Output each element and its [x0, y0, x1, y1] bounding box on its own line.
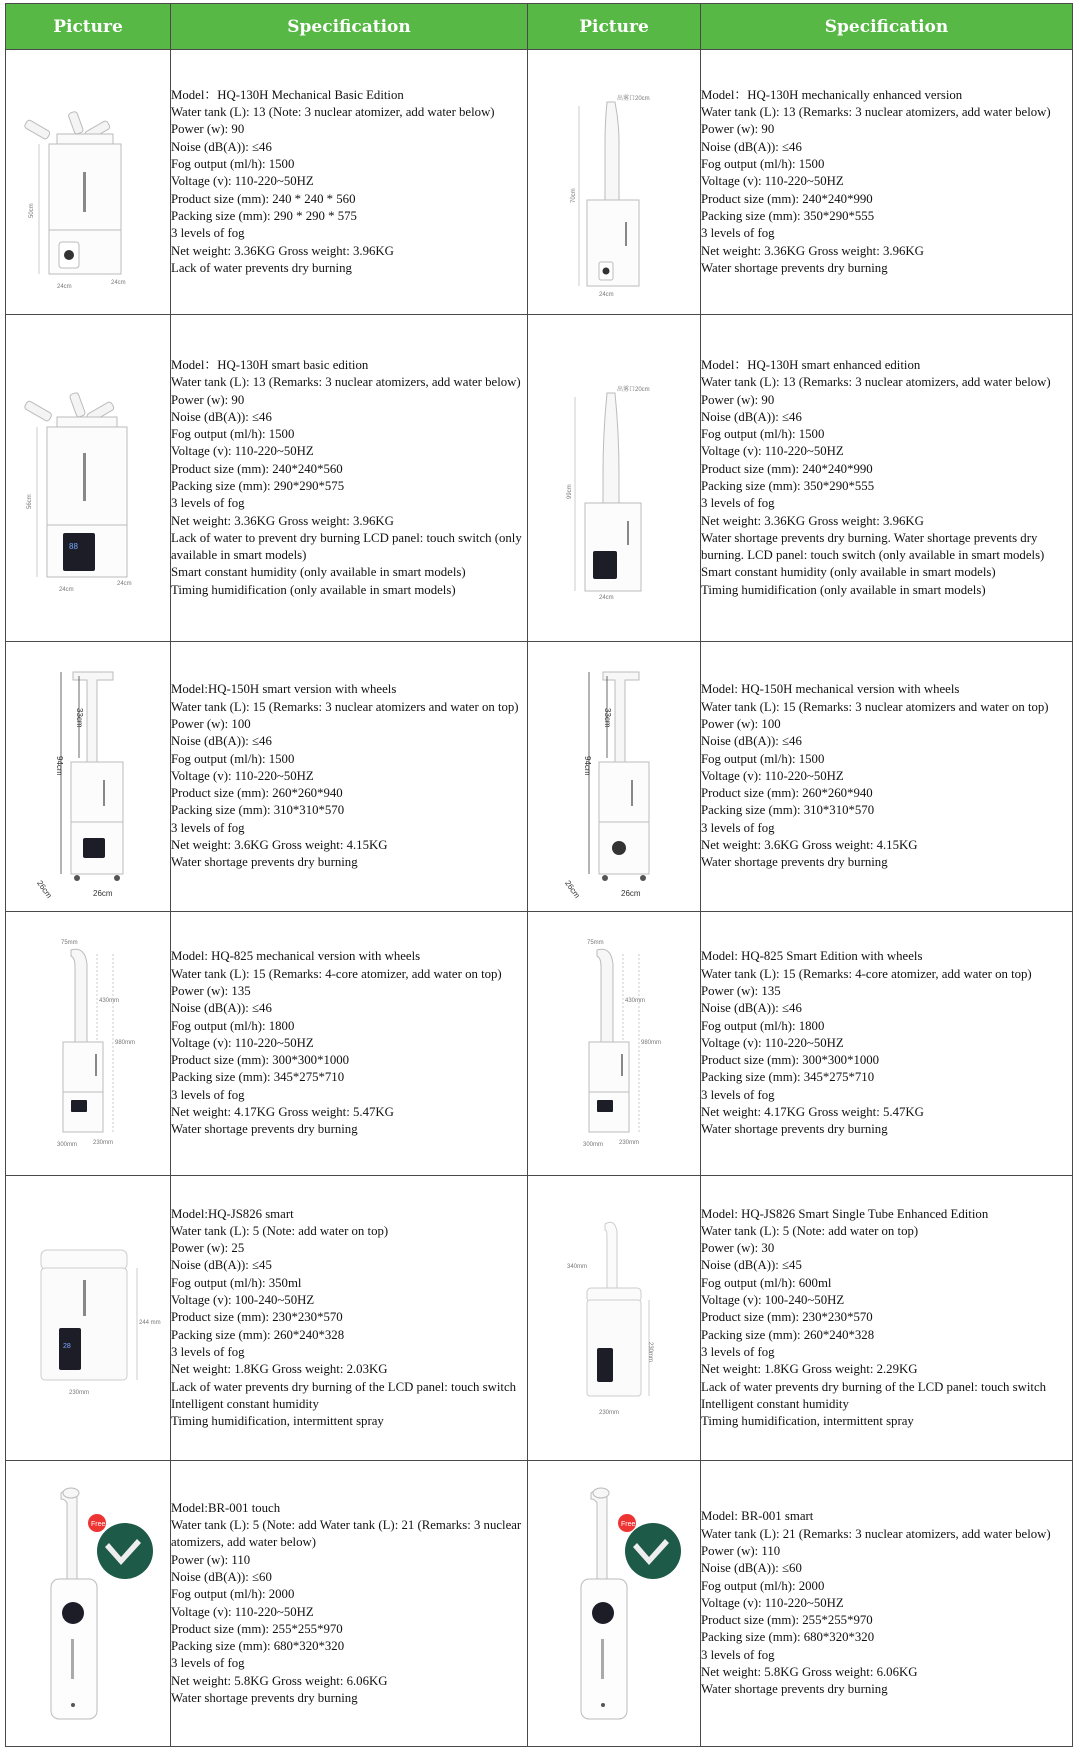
- spec-cell: [701, 912, 1073, 1176]
- spec-line: Power (w): 110: [701, 1543, 781, 1558]
- spec-line: Model: HQ-825 Smart Edition with wheels: [701, 949, 923, 964]
- spec-cell: [171, 50, 528, 315]
- spec-line: Noise (dB(A)): ≤45: [701, 1258, 802, 1273]
- spec-line: Packing size (mm): 350*290*555: [701, 208, 875, 223]
- spec-line: Model：HQ-130H Mechanical Basic Edition: [171, 87, 404, 102]
- spec-line: Lack of water prevents dry burning of the LCD panel: touch switch: [701, 1379, 1047, 1394]
- svg-text:88: 88: [69, 542, 78, 551]
- spec-cell: [171, 1176, 528, 1461]
- spec-line: Product size (mm): 240*240*560: [171, 461, 343, 476]
- spec-line: Water tank (L): 15 (Remarks: 4-core atomizer, add water on top): [701, 966, 1032, 981]
- spec-line: Water tank (L): 15 (Remarks: 3 nuclear atomizers and water on top): [701, 699, 1049, 714]
- spec-line: Noise (dB(A)): ≤46: [171, 734, 272, 749]
- spec-line: Voltage (v): 100-240~50HZ: [171, 1293, 315, 1308]
- spec-line: Water shortage prevents dry burning. Water shortage prevents dry burning. LCD panel: touch switch (only available in smart models): [701, 530, 1045, 563]
- humidifier-image: [13, 353, 163, 603]
- header-row: [6, 4, 1073, 50]
- product-picture: [6, 912, 171, 1176]
- spec-line: Net weight: 3.36KG Gross weight: 3.96KG: [171, 243, 394, 258]
- spec-line: Voltage (v): 110-220~50HZ: [171, 444, 314, 459]
- spec-line: 3 levels of fog: [171, 1656, 245, 1671]
- spec-cell: [701, 1176, 1073, 1461]
- spec-line: Water tank (L): 13 (Remarks: 3 nuclear atomizers, add water below): [701, 105, 1051, 120]
- spec-line: Noise (dB(A)): ≤60: [701, 1561, 802, 1576]
- spec-line: Packing size (mm): 345*275*710: [701, 1070, 875, 1085]
- spec-line: 3 levels of fog: [701, 1647, 775, 1662]
- spec-line: Water shortage prevents dry burning: [701, 260, 888, 275]
- dim-label: 24cm: [59, 587, 74, 593]
- dim-label: 26cm: [35, 878, 54, 900]
- dim-label: 94cm: [55, 755, 64, 776]
- product-picture: [6, 1461, 171, 1747]
- spec-line: Model:HQ-150H smart version with wheels: [171, 682, 397, 697]
- spec-line: Timing humidification (only available in smart models): [171, 582, 456, 597]
- spec-line: Model: HQ-JS826 Smart Single Tube Enhanced Edition: [701, 1206, 989, 1221]
- header-picture-2: Picture: [528, 4, 701, 50]
- product-picture: [528, 1461, 701, 1747]
- spec-line: Voltage (v): 110-220~50HZ: [171, 174, 314, 189]
- spec-line: Fog output (ml/h): 2000: [171, 1587, 295, 1602]
- dim-label: 230mm: [647, 1342, 653, 1363]
- spec-line: Net weight: 1.8KG Gross weight: 2.03KG: [171, 1362, 388, 1377]
- humidifier-image: [13, 1228, 163, 1408]
- spec-line: Power (w): 25: [171, 1241, 245, 1256]
- spec-line: Power (w): 135: [171, 983, 251, 998]
- svg-text:28: 28: [63, 1343, 71, 1350]
- spec-line: Fog output (ml/h): 1500: [171, 751, 295, 766]
- spec-line: Voltage (v): 110-220~50HZ: [171, 768, 314, 783]
- spec-line: Water shortage prevents dry burning: [171, 1690, 358, 1705]
- spec-line: 3 levels of fog: [701, 1344, 775, 1359]
- spec-line: Lack of water prevents dry burning of the LCD panel: touch switch: [171, 1379, 517, 1394]
- spec-line: Smart constant humidity (only available in smart models): [701, 565, 996, 580]
- humidifier-image: [539, 652, 689, 902]
- dim-label: 75mm: [61, 939, 78, 946]
- spec-line: Voltage (v): 110-220~50HZ: [171, 1604, 314, 1619]
- spec-line: Product size (mm): 255*255*970: [171, 1621, 343, 1636]
- spec-line: Packing size (mm): 680*320*320: [701, 1630, 875, 1645]
- spec-line: 3 levels of fog: [171, 1087, 245, 1102]
- dim-label: 244 mm: [139, 1320, 161, 1326]
- spec-line: Power (w): 135: [701, 983, 781, 998]
- spec-line: Fog output (ml/h): 600ml: [701, 1275, 832, 1290]
- spec-line: 3 levels of fog: [701, 820, 775, 835]
- dim-label: 230mm: [93, 1139, 114, 1146]
- spec-line: 3 levels of fog: [701, 1087, 775, 1102]
- product-picture: [528, 642, 701, 912]
- spec-line: Water shortage prevents dry burning: [171, 855, 358, 870]
- dim-label: 26cm: [621, 888, 641, 898]
- dim-label: 26cm: [93, 888, 113, 898]
- header-specification-2: Specification: [701, 4, 1073, 50]
- spec-line: Packing size (mm): 680*320*320: [171, 1639, 345, 1654]
- spec-line: Net weight: 4.17KG Gross weight: 5.47KG: [171, 1105, 394, 1120]
- dim-label: 340mm: [567, 1264, 588, 1270]
- product-picture: [528, 912, 701, 1176]
- dim-label: 99cm: [567, 484, 573, 499]
- spec-line: Packing size (mm): 310*310*570: [701, 803, 875, 818]
- spec-cell: [171, 1461, 528, 1747]
- spec-line: Noise (dB(A)): ≤46: [171, 139, 272, 154]
- dim-label: 300mm: [583, 1141, 604, 1148]
- spec-line: Power (w): 90: [701, 392, 775, 407]
- spec-line: Fog output (ml/h): 1800: [171, 1018, 295, 1033]
- spec-line: Timing humidification, intermittent spray: [171, 1414, 384, 1429]
- spec-line: Voltage (v): 110-220~50HZ: [701, 444, 844, 459]
- spec-line: 3 levels of fog: [701, 496, 775, 511]
- spec-line: Fog output (ml/h): 1500: [701, 157, 825, 172]
- spec-line: Packing size (mm): 350*290*555: [701, 479, 875, 493]
- product-picture: [6, 1176, 171, 1461]
- spec-table: [5, 3, 1073, 1747]
- spec-line: Water tank (L): 5 (Note: add water on top): [171, 1223, 389, 1238]
- spec-line: Noise (dB(A)): ≤45: [171, 1258, 272, 1273]
- spec-line: 3 levels of fog: [171, 1344, 245, 1359]
- dim-label: 出雾口20cm: [617, 96, 650, 102]
- dim-label: 33cm: [75, 707, 84, 728]
- spec-line: Water shortage prevents dry burning: [701, 855, 888, 870]
- spec-line: Power (w): 100: [701, 716, 781, 731]
- humidifier-image: [13, 924, 163, 1164]
- spec-line: Packing size (mm): 290*290*575: [171, 479, 345, 493]
- humidifier-image: [539, 924, 689, 1164]
- spec-line: Noise (dB(A)): ≤46: [701, 734, 802, 749]
- dim-label: 56cm: [27, 494, 33, 509]
- table-row: [6, 1176, 1073, 1461]
- spec-cell: [171, 912, 528, 1176]
- spec-line: Power (w): 90: [171, 122, 245, 137]
- spec-line: Timing humidification, intermittent spray: [701, 1414, 914, 1429]
- product-picture: [6, 50, 171, 315]
- spec-line: Model：HQ-130H mechanically enhanced version: [701, 87, 963, 102]
- free-badge: Free: [621, 1520, 636, 1528]
- spec-line: Water shortage prevents dry burning: [701, 1682, 888, 1697]
- dim-label: 70cm: [571, 188, 577, 203]
- spec-line: Intelligent constant humidity: [701, 1396, 849, 1411]
- table-row: [6, 50, 1073, 315]
- spec-line: Voltage (v): 110-220~50HZ: [701, 768, 844, 783]
- dim-label: 980mm: [641, 1039, 662, 1046]
- spec-line: Model：HQ-130H smart enhanced edition: [701, 357, 921, 372]
- spec-line: Product size (mm): 240 * 240 * 560: [171, 191, 356, 206]
- spec-cell: [701, 1461, 1073, 1747]
- table-row: [6, 1461, 1073, 1747]
- spec-line: Net weight: 3.36KG Gross weight: 3.96KG: [701, 243, 924, 258]
- spec-line: Fog output (ml/h): 1500: [701, 427, 825, 442]
- spec-line: Lack of water to prevent dry burning LCD panel: touch switch (only available in smart models): [171, 530, 522, 563]
- spec-line: Water tank (L): 5 (Note: add water on top): [701, 1223, 919, 1238]
- spec-line: Fog output (ml/h): 1800: [701, 1018, 825, 1033]
- spec-line: Power (w): 100: [171, 716, 251, 731]
- spec-line: Voltage (v): 110-220~50HZ: [701, 1595, 844, 1610]
- dim-label: 24cm: [117, 581, 132, 587]
- spec-line: Model: HQ-825 mechanical version with wheels: [171, 949, 421, 964]
- spec-line: Packing size (mm): 260*240*328: [171, 1327, 345, 1342]
- spec-cell: [701, 315, 1073, 642]
- product-picture: [528, 1176, 701, 1461]
- product-picture: [6, 315, 171, 642]
- spec-line: Power (w): 110: [171, 1552, 251, 1567]
- dim-label: 24cm: [111, 280, 126, 286]
- spec-line: Product size (mm): 230*230*570: [171, 1310, 343, 1325]
- dim-label: 33cm: [603, 707, 612, 728]
- humidifier-image: [13, 62, 163, 302]
- spec-line: 3 levels of fog: [171, 820, 245, 835]
- spec-line: Net weight: 5.8KG Gross weight: 6.06KG: [171, 1673, 388, 1688]
- spec-line: Noise (dB(A)): ≤60: [171, 1569, 272, 1584]
- spec-line: Water tank (L): 15 (Remarks: 4-core atomizer, add water on top): [171, 966, 502, 981]
- humidifier-image: [539, 62, 689, 302]
- spec-line: Net weight: 5.8KG Gross weight: 6.06KG: [701, 1665, 918, 1680]
- dim-label: 430mm: [99, 997, 120, 1004]
- spec-line: Fog output (ml/h): 1500: [701, 751, 825, 766]
- dim-label: 75mm: [587, 939, 604, 946]
- spec-line: Water tank (L): 13 (Remarks: 3 nuclear atomizers, add water below): [701, 375, 1051, 390]
- dim-label: 24cm: [599, 292, 614, 298]
- spec-line: Product size (mm): 230*230*570: [701, 1310, 873, 1325]
- spec-line: Noise (dB(A)): ≤46: [701, 409, 802, 424]
- spec-line: Power (w): 90: [701, 122, 775, 137]
- spec-line: Model:HQ-JS826 smart: [171, 1206, 294, 1221]
- dim-label: 24cm: [57, 284, 72, 290]
- dim-label: 230mm: [619, 1139, 640, 1146]
- spec-line: Voltage (v): 100-240~50HZ: [701, 1293, 845, 1308]
- spec-line: Net weight: 4.17KG Gross weight: 5.47KG: [701, 1105, 924, 1120]
- spec-line: Model：HQ-130H smart basic edition: [171, 357, 369, 372]
- spec-cell: [701, 50, 1073, 315]
- spec-line: Timing humidification (only available in smart models): [701, 582, 986, 597]
- spec-line: Product size (mm): 260*260*940: [171, 786, 343, 801]
- spec-line: Net weight: 3.36KG Gross weight: 3.96KG: [171, 513, 394, 528]
- spec-line: Product size (mm): 300*300*1000: [171, 1053, 350, 1068]
- spec-line: Fog output (ml/h): 2000: [701, 1578, 825, 1593]
- product-picture: [528, 50, 701, 315]
- dim-label: 26cm: [563, 878, 582, 900]
- spec-line: Net weight: 3.36KG Gross weight: 3.96KG: [701, 513, 924, 528]
- header-specification-1: Specification: [171, 4, 528, 50]
- dim-label: 300mm: [57, 1141, 78, 1148]
- table-row: [6, 315, 1073, 642]
- spec-cell: [171, 642, 528, 912]
- spec-line: Voltage (v): 110-220~50HZ: [171, 1035, 314, 1050]
- spec-line: Noise (dB(A)): ≤46: [171, 1001, 272, 1016]
- product-picture: [6, 642, 171, 912]
- humidifier-image: [539, 1479, 689, 1729]
- spec-line: Water shortage prevents dry burning: [701, 1122, 888, 1137]
- spec-line: Product size (mm): 255*255*970: [701, 1613, 873, 1628]
- dim-label: 230mm: [599, 1410, 620, 1416]
- spec-line: Lack of water prevents dry burning: [171, 260, 352, 275]
- free-badge: Free: [91, 1520, 106, 1528]
- spec-line: Water tank (L): 21 (Remarks: 3 nuclear atomizers, add water below): [701, 1526, 1051, 1541]
- spec-line: 3 levels of fog: [171, 496, 245, 511]
- dim-label: 出雾口20cm: [617, 387, 650, 393]
- spec-line: Packing size (mm): 260*240*328: [701, 1327, 875, 1342]
- dim-label: 980mm: [115, 1039, 136, 1046]
- humidifier-image: [539, 353, 689, 603]
- spec-line: Packing size (mm): 290 * 290 * 575: [171, 208, 357, 223]
- spec-line: Water tank (L): 15 (Remarks: 3 nuclear atomizers and water on top): [171, 699, 519, 714]
- dim-label: 430mm: [625, 997, 646, 1004]
- humidifier-image: [539, 1208, 689, 1428]
- spec-line: Noise (dB(A)): ≤46: [171, 409, 272, 424]
- table-row: [6, 912, 1073, 1176]
- spec-line: Model: BR-001 smart: [701, 1509, 814, 1524]
- spec-line: Voltage (v): 110-220~50HZ: [701, 174, 844, 189]
- spec-line: 3 levels of fog: [171, 226, 245, 241]
- dim-label: 230mm: [69, 1390, 90, 1396]
- spec-line: Smart constant humidity (only available in smart models): [171, 565, 466, 580]
- spec-line: Water tank (L): 13 (Remarks: 3 nuclear atomizers, add water below): [171, 375, 521, 390]
- dim-label: 50cm: [29, 203, 35, 218]
- spec-cell: [171, 315, 528, 642]
- spec-line: Fog output (ml/h): 1500: [171, 157, 295, 172]
- spec-line: Model:BR-001 touch: [171, 1500, 281, 1515]
- humidifier-image: [13, 652, 163, 902]
- spec-line: Fog output (ml/h): 1500: [171, 427, 295, 442]
- spec-line: Net weight: 1.8KG Gross weight: 2.29KG: [701, 1362, 918, 1377]
- spec-line: Product size (mm): 260*260*940: [701, 786, 873, 801]
- spec-cell: [701, 642, 1073, 912]
- spec-line: Water tank (L): 5 (Note: add Water tank (L): 21 (Remarks: 3 nuclear atomizers, add water below): [171, 1518, 522, 1550]
- spec-line: Net weight: 3.6KG Gross weight: 4.15KG: [171, 838, 388, 853]
- table-row: [6, 642, 1073, 912]
- spec-line: Noise (dB(A)): ≤46: [701, 1001, 802, 1016]
- humidifier-image: [13, 1479, 163, 1729]
- header-picture-1: Picture: [6, 4, 171, 50]
- spec-line: Voltage (v): 110-220~50HZ: [701, 1035, 844, 1050]
- spec-line: Noise (dB(A)): ≤46: [701, 139, 802, 154]
- spec-line: Power (w): 90: [171, 392, 245, 407]
- product-picture: [528, 315, 701, 642]
- spec-line: Fog output (ml/h): 350ml: [171, 1275, 302, 1290]
- spec-line: Packing size (mm): 345*275*710: [171, 1070, 345, 1085]
- spec-line: Net weight: 3.6KG Gross weight: 4.15KG: [701, 838, 918, 853]
- dim-label: 24cm: [599, 595, 614, 601]
- spec-line: 3 levels of fog: [701, 226, 775, 241]
- spec-line: Power (w): 30: [701, 1241, 775, 1256]
- spec-line: Product size (mm): 240*240*990: [701, 191, 873, 206]
- spec-line: Water shortage prevents dry burning: [171, 1122, 358, 1137]
- spec-line: Product size (mm): 300*300*1000: [701, 1053, 880, 1068]
- spec-line: Packing size (mm): 310*310*570: [171, 803, 345, 818]
- spec-line: Water tank (L): 13 (Note: 3 nuclear atomizer, add water below): [171, 105, 495, 120]
- spec-line: Product size (mm): 240*240*990: [701, 461, 873, 476]
- spec-line: Model: HQ-150H mechanical version with wheels: [701, 682, 960, 697]
- dim-label: 94cm: [583, 755, 592, 776]
- spec-line: Intelligent constant humidity: [171, 1396, 319, 1411]
